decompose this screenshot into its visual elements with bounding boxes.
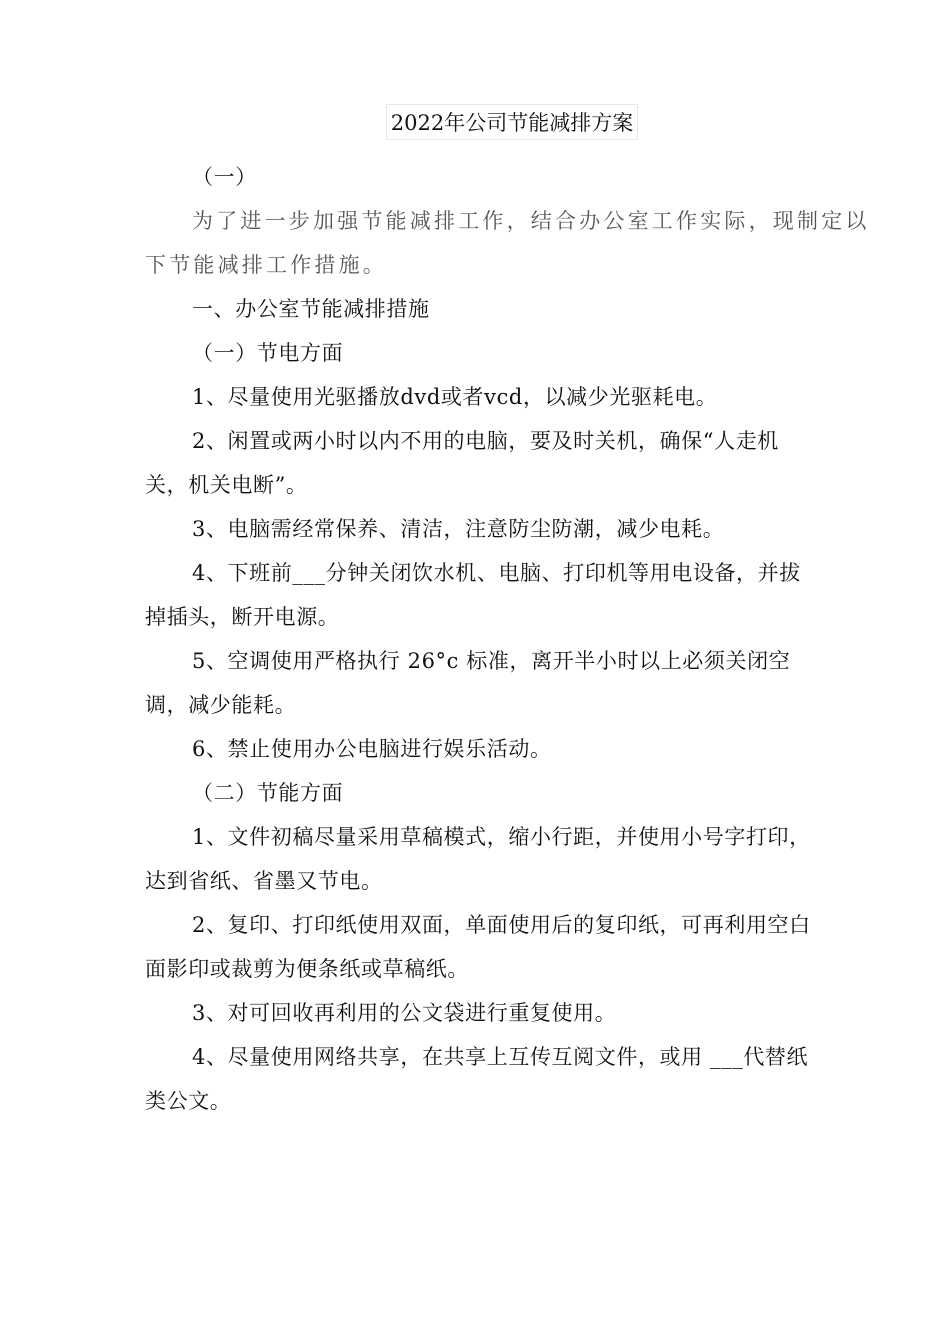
document-title: 2022年公司节能减排方案 (386, 104, 638, 140)
energy-item-4-line-2: 类公文。 (145, 1089, 232, 1113)
intro-paragraph-line-2: 下节能减排工作措施。 (145, 253, 387, 277)
electricity-item-6: 6、禁止使用办公电脑进行娱乐活动。 (192, 737, 552, 761)
energy-item-1-line-2: 达到省纸、省墨又节电。 (145, 869, 383, 893)
electricity-item-1: 1、尽量使用光驱播放dvd或者vcd，以减少光驱耗电。 (192, 385, 718, 409)
electricity-item-2-line-1: 2、闲置或两小时以内不用的电脑，要及时关机，确保“人走机 (192, 429, 779, 453)
energy-item-3: 3、对可回收再利用的公文袋进行重复使用。 (192, 1001, 617, 1025)
electricity-item-4-line-2: 掉插头，断开电源。 (145, 605, 340, 629)
electricity-item-5-line-1: 5、空调使用严格执行 26°c 标准，离开半小时以上必须关闭空 (192, 649, 791, 673)
electricity-item-2-line-2: 关，机关电断”。 (145, 473, 308, 497)
intro-paragraph-line-1: 为了进一步加强节能减排工作，结合办公室工作实际，现制定以 (192, 209, 870, 233)
energy-item-4-line-1: 4、尽量使用网络共享，在共享上互传互阅文件，或用 ___代替纸 (192, 1045, 809, 1069)
subheading-energy: （二）节能方面 (192, 781, 344, 805)
electricity-item-3: 3、电脑需经常保养、清洁，注意防尘防潮，减少电耗。 (192, 517, 725, 541)
electricity-item-5-line-2: 调，减少能耗。 (145, 693, 297, 717)
heading-office-measures: 一、办公室节能减排措施 (192, 297, 430, 321)
subheading-electricity: （一）节电方面 (192, 341, 344, 365)
electricity-item-4-line-1: 4、下班前___分钟关闭饮水机、电脑、打印机等用电设备，并拔 (192, 561, 801, 585)
energy-item-1-line-1: 1、文件初稿尽量采用草稿模式，缩小行距，并使用小号字打印， (192, 825, 811, 849)
section-marker: （一） (192, 165, 257, 189)
energy-item-2-line-1: 2、复印、打印纸使用双面，单面使用后的复印纸，可再利用空白 (192, 913, 811, 937)
energy-item-2-line-2: 面影印或裁剪为便条纸或草稿纸。 (145, 957, 469, 981)
